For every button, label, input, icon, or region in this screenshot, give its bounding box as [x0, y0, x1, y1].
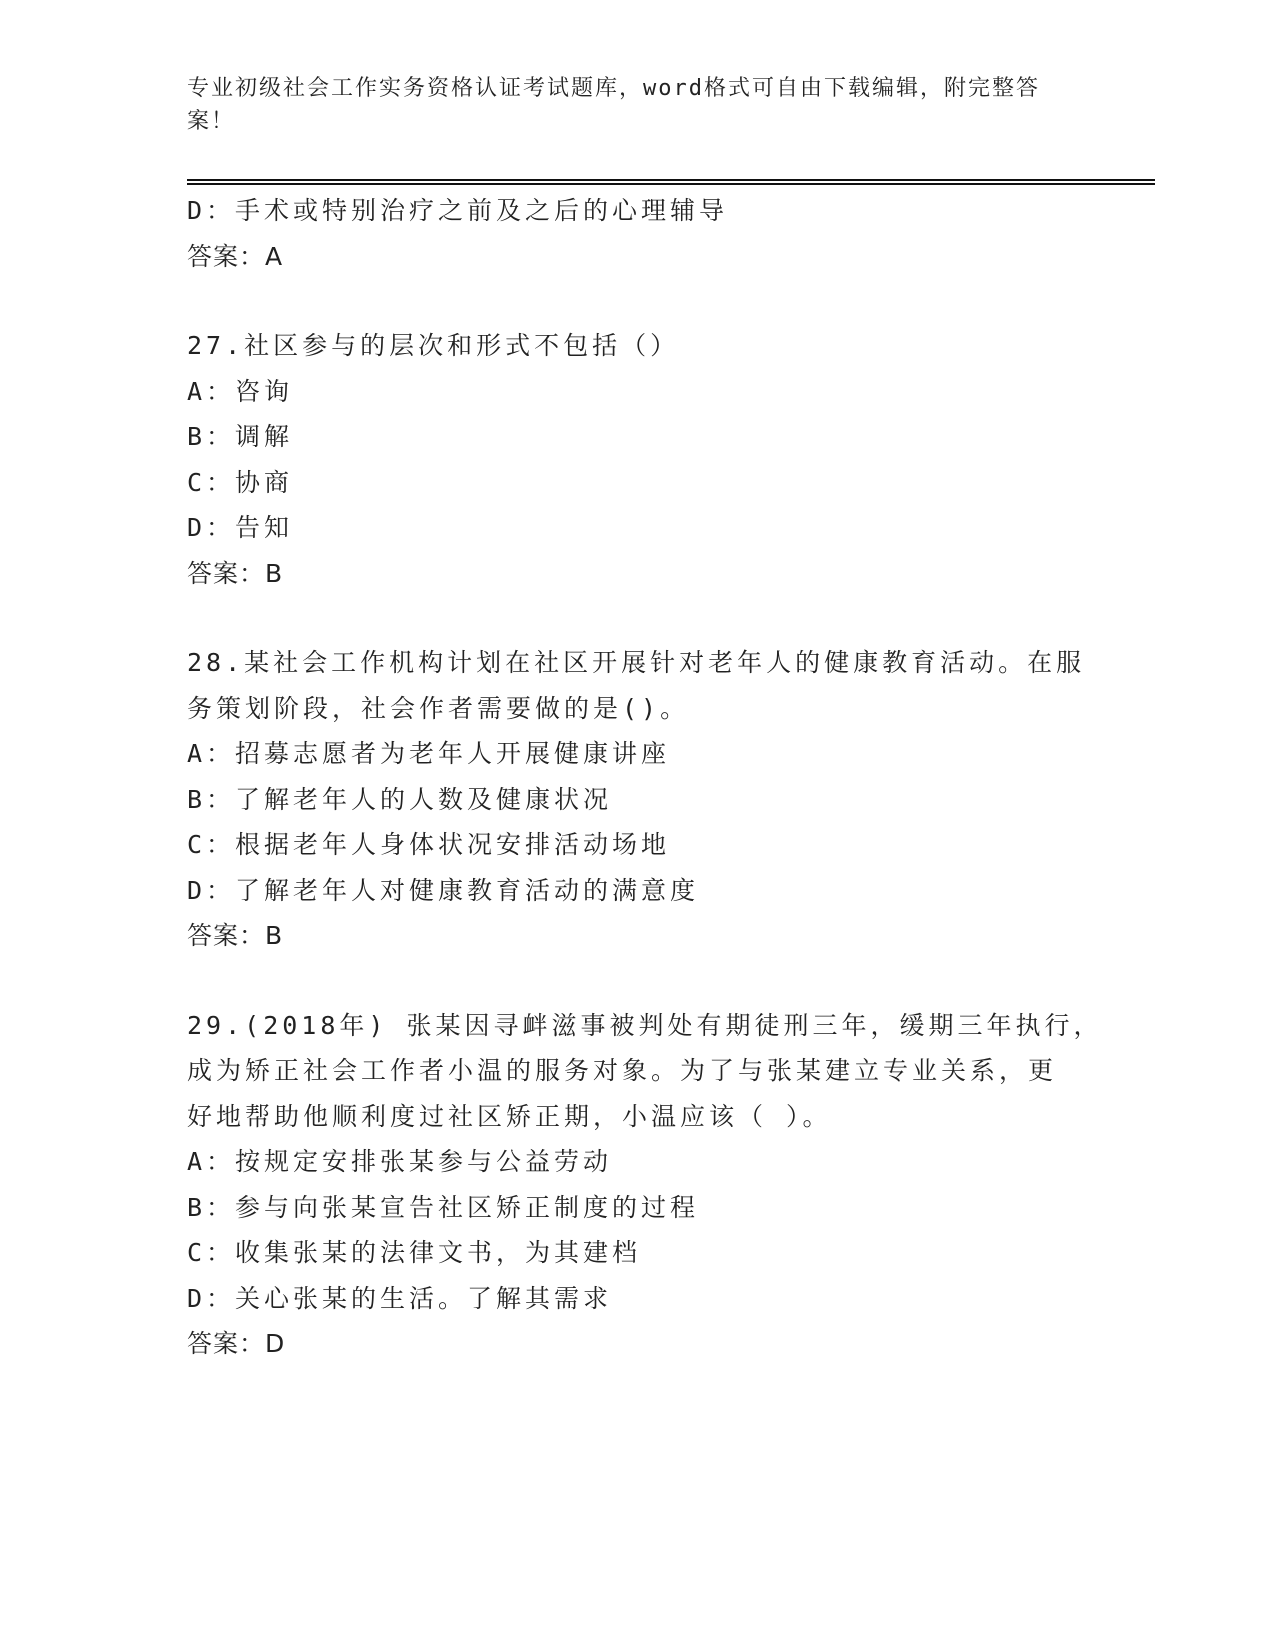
question-content — [187, 188, 1103, 1367]
document-header — [187, 72, 1067, 138]
option-d: D：了解老年人对健康教育活动的满意度 — [187, 875, 700, 905]
option-d: D：关心张某的生活。了解其需求 — [187, 1283, 613, 1313]
previous-question-tail — [187, 188, 1087, 279]
header-double-rule — [187, 179, 1155, 185]
question-stem: 27.社区参与的层次和形式不包括（） — [187, 331, 680, 360]
spacer — [187, 596, 1087, 640]
option-b: B：参与向张某宣告社区矫正制度的过程 — [187, 1192, 700, 1222]
spacer — [187, 279, 1087, 323]
question-28 — [187, 640, 1087, 959]
answer-line: 答案：A — [187, 241, 284, 271]
question-stem-line-1: 29.(2018年) 张某因寻衅滋事被判处有期徒刑三年，缓期三年执行， — [187, 1010, 1103, 1040]
option-a: A：按规定安排张某参与公益劳动 — [187, 1147, 613, 1176]
question-27 — [187, 323, 1087, 596]
option-b: B：了解老年人的人数及健康状况 — [187, 784, 613, 814]
question-stem-line-2: 成为矫正社会工作者小温的服务对象。为了与张某建立专业关系，更 — [187, 1056, 1058, 1085]
answer-line: 答案：B — [187, 921, 284, 950]
answer-line: 答案：B — [187, 558, 284, 588]
question-29 — [187, 1003, 1103, 1367]
header-text: 专业初级社会工作实务资格认证考试题库，word格式可自由下载编辑，附完整答案！ — [187, 76, 1040, 134]
option-d: D：手术或特别治疗之前及之后的心理辅导 — [187, 196, 729, 225]
question-stem-line-2: 务策划阶段，社会作者需要做的是()。 — [187, 693, 690, 723]
question-stem-line-3: 好地帮助他顺利度过社区矫正期，小温应该（ ）。 — [187, 1101, 832, 1131]
answer-line: 答案：D — [187, 1329, 286, 1358]
question-stem-line-1: 28.某社会工作机构计划在社区开展针对老年人的健康教育活动。在服 — [187, 648, 1086, 677]
option-c: C：收集张某的法律文书，为其建档 — [187, 1238, 642, 1267]
option-b: B：调解 — [187, 422, 294, 451]
option-a: A：招募志愿者为老年人开展健康讲座 — [187, 739, 671, 768]
option-a: A：咨询 — [187, 376, 294, 406]
option-d: D：告知 — [187, 513, 294, 542]
option-c: C：协商 — [187, 467, 294, 497]
option-c: C：根据老年人身体状况安排活动场地 — [187, 830, 671, 859]
spacer — [187, 959, 1087, 1003]
